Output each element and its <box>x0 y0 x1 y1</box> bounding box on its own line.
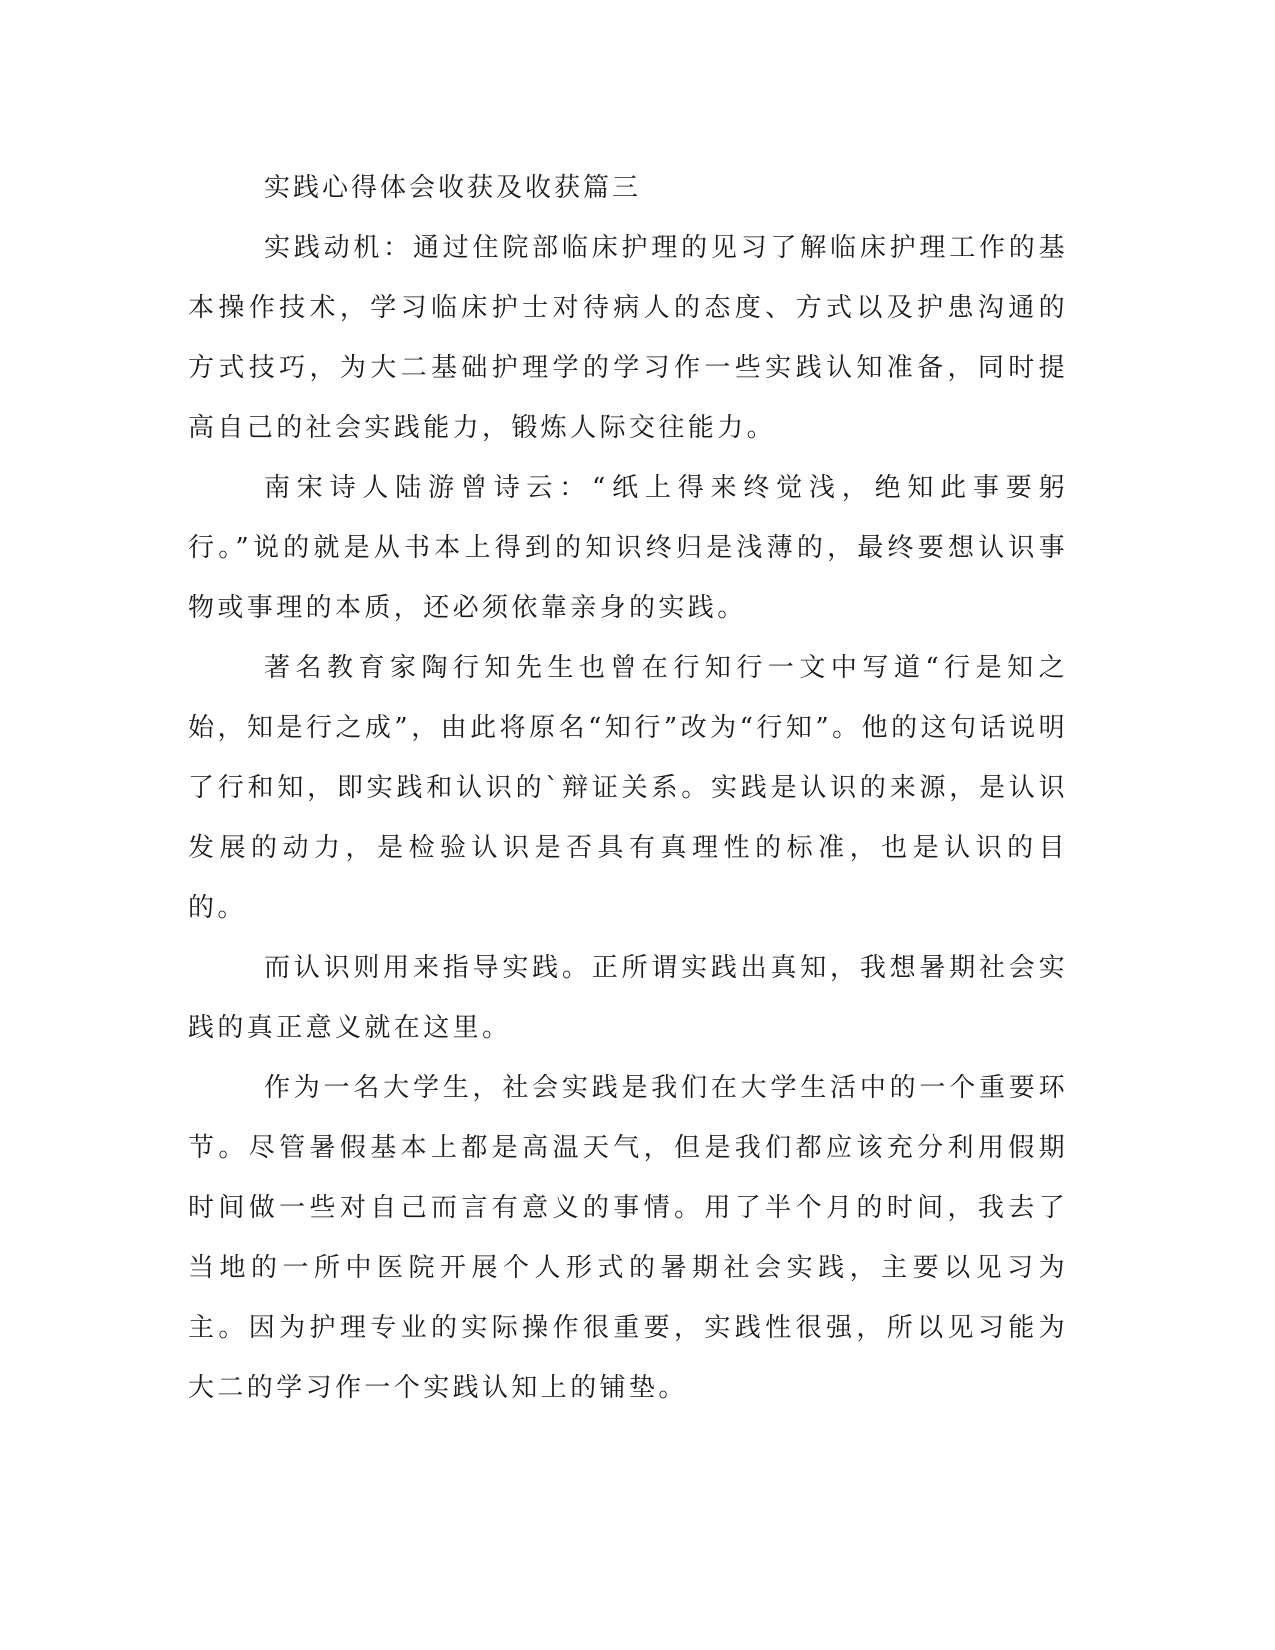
document-title: 实践心得体会收获及收获篇三 <box>264 173 642 203</box>
document-page <box>188 158 1068 1418</box>
paragraph-tao-xingzhi: 著名教育家陶行知先生也曾在行知行一文中写道“行是知之始，知是行之成”，由此将原名“知行”改为“行知”。他的这句话说明了行和知，即实践和认识的`辩证关系。实践是认识的来源，是认识发展的动力，是检验认识是否具有真理性的标准，也是认识的目的。 <box>188 653 1068 923</box>
paragraph-practice-truth: 而认识则用来指导实践。正所谓实践出真知，我想暑期社会实践的真正意义就在这里。 <box>188 953 1068 1043</box>
paragraph-lu-you-quote: 南宋诗人陆游曾诗云：“纸上得来终觉浅，绝知此事要躬行。”说的就是从书本上得到的知识终归是浅薄的，最终要想认识事物或事理的本质，还必须依靠亲身的实践。 <box>188 473 1068 623</box>
paragraph-summer-practice: 作为一名大学生，社会实践是我们在大学生活中的一个重要环节。尽管暑假基本上都是高温天气，但是我们都应该充分利用假期时间做一些对自己而言有意义的事情。用了半个月的时间，我去了当地的一所中医院开展个人形式的暑期社会实践，主要以见习为主。因为护理专业的实际操作很重要，实践性很强，所以见习能为大二的学习作一个实践认知上的铺垫。 <box>188 1073 1068 1403</box>
paragraph-motivation: 实践动机：通过住院部临床护理的见习了解临床护理工作的基本操作技术，学习临床护士对待病人的态度、方式以及护患沟通的方式技巧，为大二基础护理学的学习作一些实践认知准备，同时提高自己的社会实践能力，锻炼人际交往能力。 <box>188 233 1068 443</box>
